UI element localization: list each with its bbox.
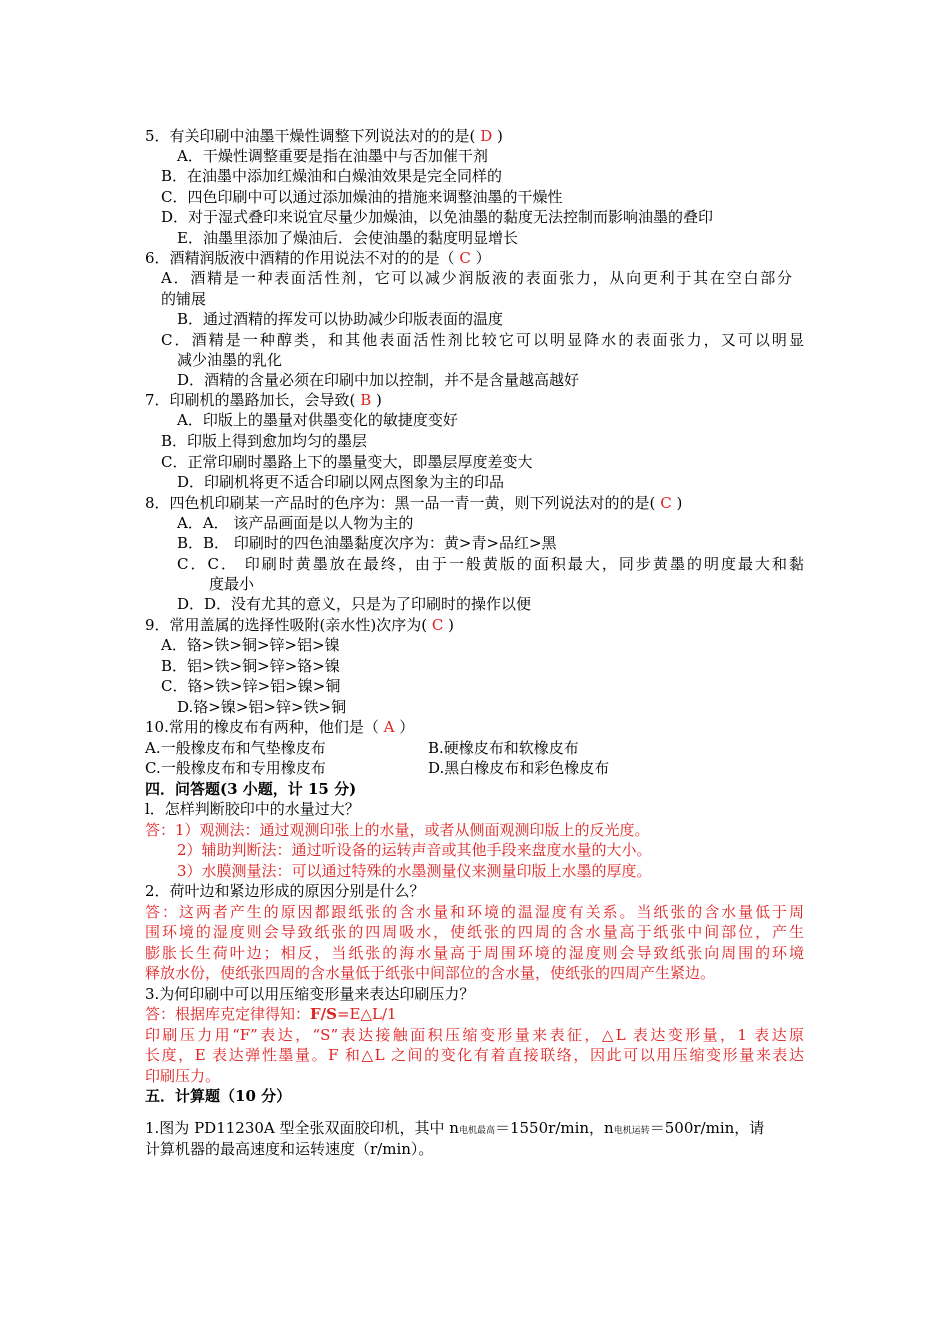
q8-option-d: D．D．没有尤其的意义，只是为了印刷时的操作以便 [177,595,532,613]
sec4-q3-answer-3: 长度，E 表达弹性墨量。F 和△L 之间的变化有着直接联络，因此可以用压缩变形量来表达 [145,1046,804,1064]
q7-option-d: D．印刷机将更不适合印刷以网点图象为主的印品 [177,473,505,491]
sec4-q1-answer-3: 3）水膜测量法：可以通过特殊的水墨测量仪来测量印版上水墨的厚度。 [177,862,652,880]
q8-option-c-cont: 度最小 [209,575,255,593]
sec4-q1-answer-1: 答：1）观测法：通过观测印张上的水量，或者从侧面观测印版上的反光度。 [145,821,650,839]
q5-option-c: C．四色印刷中可以通过添加燥油的措施来调整油墨的干燥性 [161,188,563,206]
q5-option-e: E．油墨里添加了燥油后．会使油墨的黏度明显增长 [177,229,518,247]
q10-stem: 10.常用的橡皮布有两种，他们是（ A ） [145,718,415,736]
q7-option-a: A．印版上的墨量对供墨变化的敏捷度变好 [177,411,458,429]
q7-option-b: B．印版上得到愈加均匀的墨层 [161,432,368,450]
sec4-q3-answer-2: 印刷压力用“F”表达，“S”表达接触面积压缩变形量来表征，△L 表达变形量，1 表达原 [145,1026,804,1044]
q5-stem: 5．有关印刷中油墨干燥性调整下列说法对的的是( D ) [145,127,503,145]
q5-option-d: D．对于湿式叠印来说宜尽量少加燥油，以免油墨的黏度无法控制而影响油墨的叠印 [161,208,714,226]
q10-option-d: D.黑白橡皮布和彩色橡皮布 [428,759,610,777]
q6-option-c: C．酒精是一种醇类，和其他表面活性剂比较它可以明显降水的表面张力，又可以明显 [161,331,804,349]
q8-option-b: B．B． 印刷时的四色油墨黏度次序为：黄>青>品红>黑 [177,534,557,552]
q8-stem: 8．四色机印刷某一产品时的色序为：黑一品一青一黄，则下列说法对的的是( C ) [145,494,683,512]
q6-option-a-cont: 的铺展 [161,290,207,308]
formula-f-over-s: F/S [310,1005,337,1023]
q10-answer: A [383,718,395,736]
sec4-q2: 2．荷叶边和紧边形成的原因分别是什么？ [145,882,425,900]
q7-stem: 7．印刷机的墨路加长，会导致( B ) [145,391,382,409]
q10-option-a: A.一般橡皮布和气垫橡皮布 [145,739,326,757]
subscript-motor-max: 电机最高 [458,1126,495,1136]
q6-option-c-cont: 减少油墨的乳化 [177,351,283,369]
q9-option-d: D.铬>镍>铝>锌>铁>铜 [177,698,347,716]
q10-option-b: B.硬橡皮布和软橡皮布 [428,739,579,757]
sec4-q1-answer-2: 2）辅助判断法：通过听设备的运转声音或其他手段来盘度水量的大小。 [177,841,652,859]
q7-answer: B [360,391,372,409]
q5-option-b: B．在油墨中添加红燥油和白燥油效果是完全同样的 [161,167,503,185]
sec4-q2-answer-3: 膨胀长生荷叶边；相反，当纸张的海水量高于周围环境的湿度则会导致纸张向周围的环境 [145,944,804,962]
sec4-q3-answer-1: 答：根据库克定律得知：F/S=E△L/1 [145,1005,397,1023]
q9-stem: 9．常用盖属的选择性吸附(亲水性)次序为( C ) [145,616,455,634]
q6-option-d: D．酒精的含量必须在印刷中加以控制，并不是含量越高越好 [177,371,580,389]
q9-option-c: C．铬>铁>锌>铝>镍>铜 [161,677,341,695]
q8-option-c: C．C． 印刷时黄墨放在最终，由于一般黄版的面积最大，同步黄墨的明度最大和黏 [177,555,804,573]
q7-option-c: C．正常印刷时墨路上下的墨量变大，即墨层厚度差变大 [161,453,533,471]
sec4-q2-answer-2: 围环境的湿度则会导致纸张的四周吸水，使纸张的四周的含水量高于纸张中间部位，产生 [145,923,804,941]
q8-answer: C [660,494,672,512]
sec5-q1-cont: 计算机器的最高速度和运转速度（r/min）。 [145,1140,434,1158]
section-4-title: 四．问答题(3 小题，计 15 分) [145,780,357,798]
q6-option-a: A．酒精是一种表面活性剂，它可以减少润版液的表面张力，从向更利于其在空白部分 [161,269,792,287]
q6-stem: 6．酒精润版液中酒精的作用说法不对的的是（ C ） [145,249,491,267]
sec4-q3: 3.为何印刷中可以用压缩变形量来表达印刷压力？ [145,985,475,1003]
sec4-q2-answer-4: 释放水份，使纸张四周的含水量低于纸张中间部位的含水量，使纸张的四周产生紧边。 [145,964,716,982]
q9-option-a: A．铬>铁>铜>锌>铝>镍 [161,636,340,654]
sec5-q1: 1.图为 PD11230A 型全张双面胶印机，其中 n电机最高＝1550r/min，n电机运转＝500r/min，请 [145,1119,765,1137]
q6-option-b: B．通过酒精的挥发可以协助减少印版表面的温度 [177,310,504,328]
sec4-q2-answer-1: 答：这两者产生的原因都跟纸张的含水量和环境的温湿度有关系。当纸张的含水量低于周 [145,903,804,921]
q5-option-a: A．干燥性调整重要是指在油墨中与否加催干剂 [177,147,488,165]
subscript-motor-run: 电机运转 [613,1126,650,1136]
q8-option-a: A．A． 该产品画面是以人物为主的 [177,514,414,532]
q5-answer: D [480,127,493,145]
q6-answer: C [459,249,471,267]
sec4-q3-answer-4: 印刷压力。 [145,1067,221,1085]
q9-option-b: B．铝>铁>铜>锌>铬>镍 [161,657,340,675]
q10-option-c: C.一般橡皮布和专用橡皮布 [145,759,326,777]
q9-answer: C [431,616,444,634]
section-5-title: 五．计算题（10 分） [145,1087,292,1105]
sec4-q1: l．怎样判断胶印中的水量过大？ [145,800,360,818]
